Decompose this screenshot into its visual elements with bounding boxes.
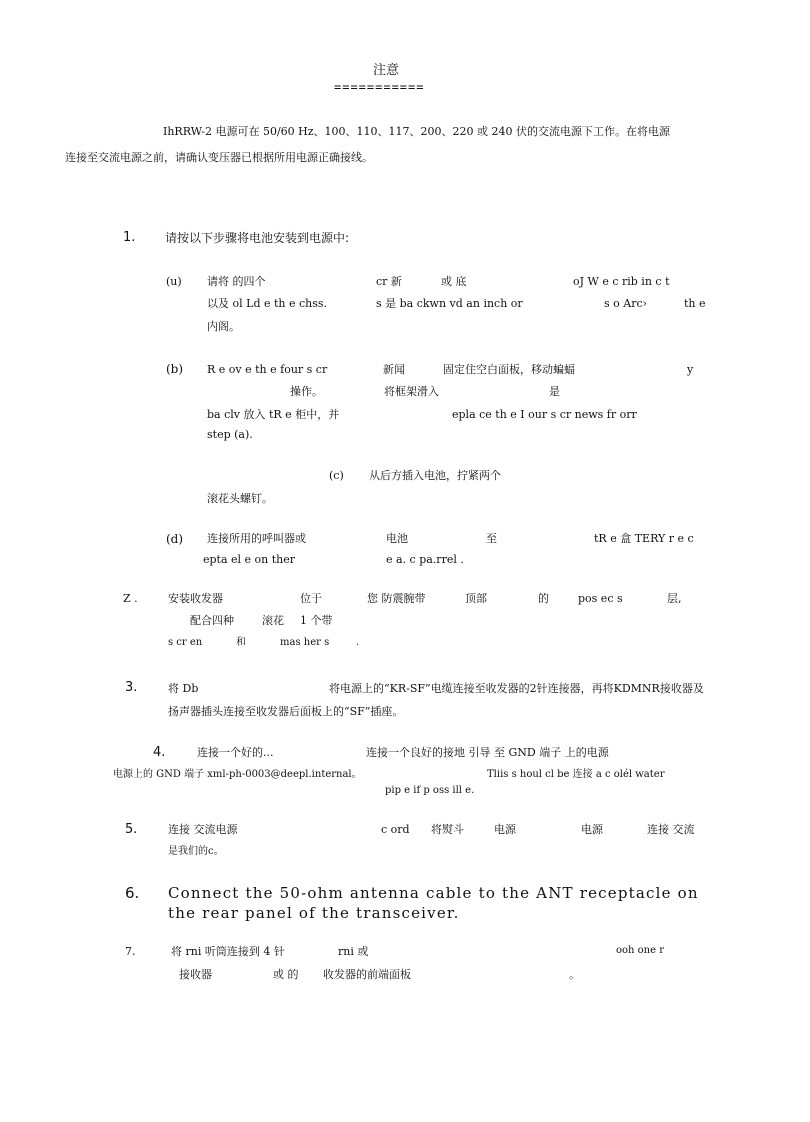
step-1b-line-2-part-1: 操作。 <box>290 385 323 398</box>
step-1d-label: (d) <box>166 532 184 546</box>
step-1b-line-4: step (a). <box>207 428 253 441</box>
step-7-line-2-part-3: 收发器的前端面板 <box>323 968 411 981</box>
step-1d-line-1-part-1: 连接所用的呼叫器或 <box>207 532 306 545</box>
step-2-line-1-part-4: 顶部 <box>465 592 487 605</box>
step-5-line-1-part-5: 电源 <box>581 823 603 836</box>
step-7-line-2-part-2: 或 的 <box>273 968 299 981</box>
step-4-line-2-part-2: Tliis s houl cl be 连接 a c olél water <box>487 769 665 780</box>
step-1b-line-3-part-2: epla ce th e I our s cr news fr orr <box>452 408 637 421</box>
intro-line-1: IhRRW-2 电源可在 50/60 Hz、100、110、117、200、220 或 240 伏的交流电源下工作。在将电源 <box>163 125 671 138</box>
step-7-line-2-part-1: 接收器 <box>179 968 212 981</box>
step-5-line-1-part-2: c ord <box>381 823 410 836</box>
step-1a-line-1-part-2: cr 新 <box>376 275 402 288</box>
step-5-line-1-part-3: 将熨斗 <box>431 823 464 836</box>
page-title: 注意 <box>373 63 400 78</box>
step-2-line-1-part-3: 您 防震腕带 <box>367 592 426 605</box>
step-2-line-2-part-1: 配合四种 <box>190 614 234 627</box>
step-1b-line-1-part-1: R e ov e th e four s cr <box>207 363 328 376</box>
step-7-line-1-part-2: rni 或 <box>338 945 369 958</box>
step-2-line-3-part-2: 和 <box>236 637 246 648</box>
step-6-line-2: the rear panel of the transceiver. <box>168 904 460 922</box>
step-1a-line-2-part-4: th e <box>684 297 706 310</box>
step-7-number: 7. <box>125 945 136 958</box>
step-1c-line-1: 从后方插入电池，拧紧两个 <box>369 469 501 482</box>
step-3-line-1-part-1: 将 Db <box>168 682 199 695</box>
step-1d-line-2-part-1: epta el e on ther <box>203 553 296 566</box>
step-1b-line-2-part-2: 将框架滑入 <box>384 385 439 398</box>
step-5-number: 5. <box>125 822 138 837</box>
step-1b-label: (b) <box>166 362 184 376</box>
step-3-number: 3. <box>125 680 138 695</box>
intro-line-2: 连接至交流电源之前，请确认变压器已根据所用电源正确接线。 <box>65 151 373 164</box>
step-5-line-1-part-4: 电源 <box>494 823 516 836</box>
step-1a-line-1-part-3: 或 底 <box>441 275 467 288</box>
step-4-line-3: pip e if p oss ill e. <box>385 785 475 796</box>
step-3-line-1-part-2: 将电源上的“KR-SF”电缆连接至收发器的2针连接器，再将KDMNR接收器及 <box>329 682 704 695</box>
step-1-number: 1. <box>123 230 136 245</box>
step-2-line-1-part-7: 层, <box>667 592 682 605</box>
step-2-line-1-part-5: 的 <box>538 592 549 605</box>
step-2-line-3-part-1: s cr en <box>168 637 203 648</box>
step-4-line-1-part-1: 连接一个好的... <box>197 746 274 759</box>
step-4-number: 4. <box>153 745 166 760</box>
step-1a-line-2-part-2: s 是 ba ckwn vd an inch or <box>376 297 523 310</box>
step-1d-line-1-part-3: 至 <box>486 532 497 545</box>
step-1a-line-1-part-1: 请将 的四个 <box>207 275 266 288</box>
step-2-line-1-part-2: 位于 <box>300 592 322 605</box>
step-1a-line-2-part-3: s o Arc› <box>604 297 648 310</box>
step-1d-line-2-part-2: e a. c pa.rrel . <box>386 553 464 566</box>
step-5-line-2: 是我们的c。 <box>168 846 224 857</box>
step-2-line-3-part-4: . <box>356 637 360 648</box>
step-2-line-2-part-3: 1 个带 <box>300 614 333 627</box>
step-2-line-1-part-6: pos ec s <box>578 592 623 605</box>
step-7-line-1-part-1: 将 rni 听筒连接到 4 针 <box>171 945 285 958</box>
step-1b-line-1-part-2: 新闻 <box>383 363 405 376</box>
step-1b-line-1-part-4: y <box>687 363 694 376</box>
step-3-line-2: 扬声器插头连接至收发器后面板上的“SF”插座。 <box>168 705 404 718</box>
step-1c-label: (c) <box>329 469 344 482</box>
step-1d-line-1-part-2: 电池 <box>386 532 408 545</box>
title-underline: =========== <box>334 80 425 94</box>
step-6-number: 6. <box>125 884 140 902</box>
step-1d-line-1-part-4: tR e 盒 TERY r e c <box>594 532 694 545</box>
step-1a-line-2-part-1: 以及 ol Ld e th e chss. <box>207 297 328 310</box>
step-1b-line-2-part-3: 是 <box>549 385 560 398</box>
step-1c-line-2: 滚花头螺钉。 <box>207 492 273 505</box>
step-1a-line-3: 内阁。 <box>207 320 240 333</box>
step-4-line-2-part-1: 电源上的 GND 端子 xml-ph-0003@deepl.internal。 <box>113 769 362 780</box>
step-1b-line-3-part-1: ba clv 放入 tR e 柜中，并 <box>207 408 340 421</box>
step-7-line-1-part-3: ooh one r <box>616 945 664 956</box>
step-1a-label: (u) <box>166 275 182 288</box>
step-2-line-2-part-2: 滚花 <box>262 614 284 627</box>
step-4-line-1-part-2: 连接一个良好的接地 引导 至 GND 端子 上的电源 <box>366 746 609 759</box>
step-1a-line-1-part-4: oJ W e c rib in c t <box>573 275 670 288</box>
step-2-line-1-part-1: 安装收发器 <box>168 592 223 605</box>
step-5-line-1-part-1: 连接 交流电源 <box>168 823 238 836</box>
step-7-line-2-part-4: 。 <box>569 968 580 981</box>
step-2-number: Z . <box>123 592 138 605</box>
step-6-line-1: Connect the 50-ohm antenna cable to the ANT receptacle on <box>168 884 699 902</box>
step-1b-line-1-part-3: 固定住空白面板，移动蝙蝠 <box>443 363 575 376</box>
step-2-line-3-part-3: mas her s <box>280 637 330 648</box>
step-5-line-1-part-6: 连接 交流 <box>647 823 695 836</box>
step-1-heading: 请按以下步骤将电池安装到电源中: <box>165 231 350 245</box>
